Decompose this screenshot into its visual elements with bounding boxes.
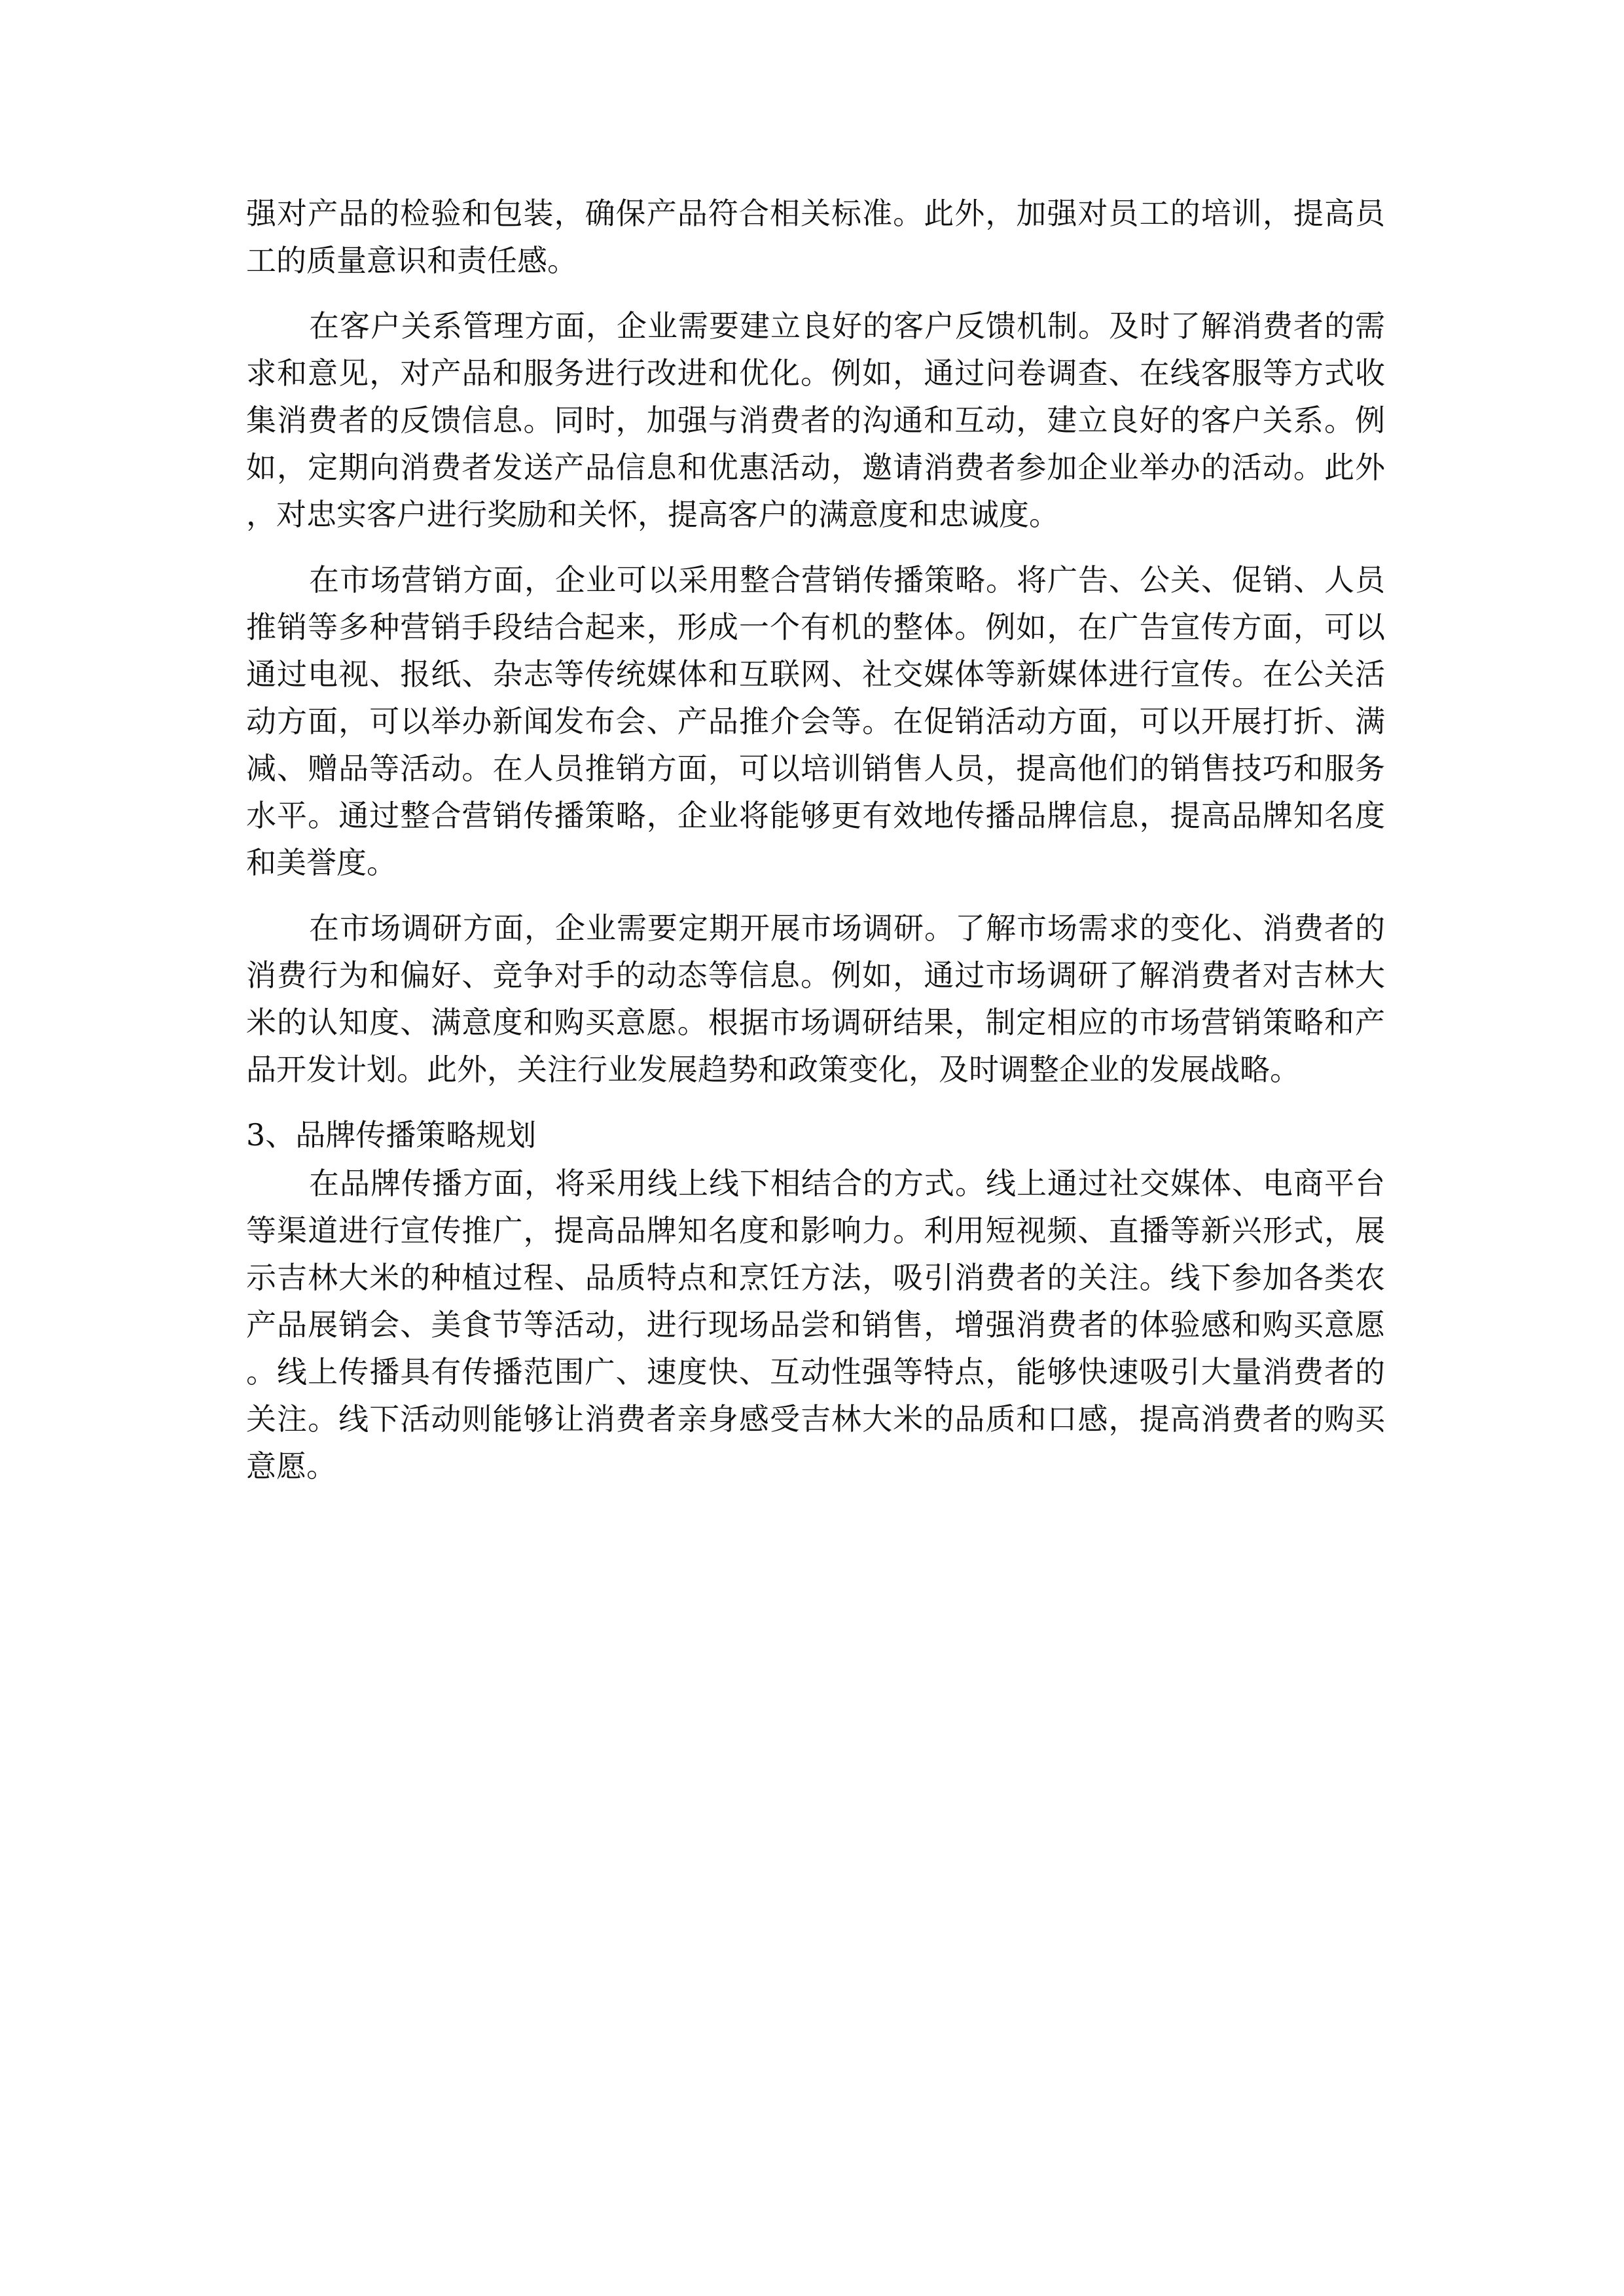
- paragraph-brand-communication: 在品牌传播方面，将采用线上线下相结合的方式。线上通过社交媒体、电商平台等渠道进行宣传推广，提高品牌知名度和影响力。利用短视频、直播等新兴形式，展示吉林大米的种植过程、品质特点和烹饪方法，吸引消费者的关注。线下参加各类农产品展销会、美食节等活动，进行现场品尝和销售，增强消费者的体验感和购买意愿。线上传播具有传播范围广、速度快、互动性强等特点，能够快速吸引大量消费者的关注。线下活动则能够让消费者亲身感受吉林大米的品质和口感，提高消费者的购买意愿。: [246, 1166, 1385, 1484]
- section-heading: 3、品牌传播策略规划: [246, 1117, 537, 1153]
- paragraph-customer-relations: 在客户关系管理方面，企业需要建立良好的客户反馈机制。及时了解消费者的需求和意见，对产品和服务进行改进和优化。例如，通过问卷调查、在线客服等方式收集消费者的反馈信息。同时，加强与消费者的沟通和互动，建立良好的客户关系。例如，定期向消费者发送产品信息和优惠活动，邀请消费者参加企业举办的活动。此外，对忠实客户进行奖励和关怀，提高客户的满意度和忠诚度。: [246, 308, 1385, 532]
- paragraph-market-research: 在市场调研方面，企业需要定期开展市场调研。了解市场需求的变化、消费者的消费行为和偏好、竞争对手的动态等信息。例如，通过市场调研了解消费者对吉林大米的认知度、满意度和购买意愿。根据市场调研结果，制定相应的市场营销策略和产品开发计划。此外，关注行业发展趋势和政策变化，及时调整企业的发展战略。: [246, 910, 1385, 1087]
- paragraph-marketing: 在市场营销方面，企业可以采用整合营销传播策略。将广告、公关、促销、人员推销等多种营销手段结合起来，形成一个有机的整体。例如，在广告宣传方面，可以通过电视、报纸、杂志等传统媒体和互联网、社交媒体等新媒体进行宣传。在公关活动方面，可以举办新闻发布会、产品推介会等。在促销活动方面，可以开展打折、满减、赠品等活动。在人员推销方面，可以培训销售人员，提高他们的销售技巧和服务水平。通过整合营销传播策略，企业将能够更有效地传播品牌信息，提高品牌知名度和美誉度。: [246, 562, 1385, 880]
- document-page: [246, 190, 1385, 1508]
- paragraph-quality-control: 强对产品的检验和包装，确保产品符合相关标准。此外，加强对员工的培训，提高员工的质量意识和责任感。: [246, 196, 1385, 278]
